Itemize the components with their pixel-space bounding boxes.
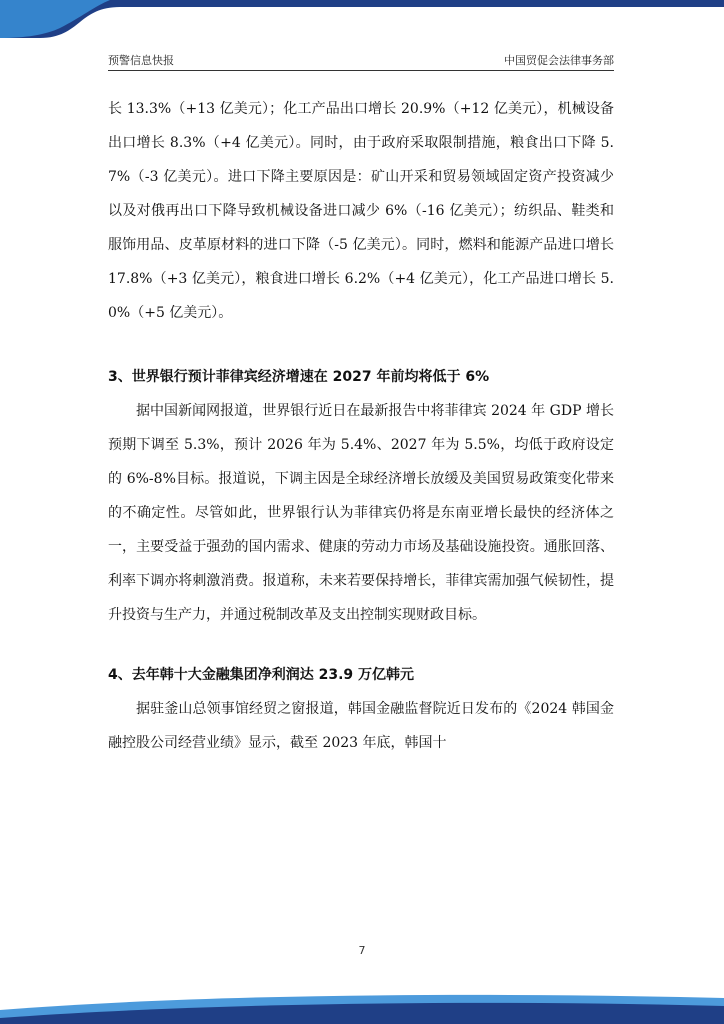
section-3-heading: 3、世界银行预计菲律宾经济增速在 2027 年前均将低于 6% xyxy=(108,369,490,385)
paragraph-trade-continuation: 长 13.3%（+13 亿美元）；化工产品出口增长 20.9%（+12 亿美元），机械设备出口增长 8.3%（+4 亿美元）。同时，由于政府采取限制措施，粮食出口下降 5.7%（-3 亿美元）。进口下降主要原因是：矿山开采和贸易领域固定资产投资减少以及对俄再出口下降导致机械设备进口减少 6%（-16 亿美元）；纺织品、鞋类和服饰用品、皮革原材料的进口下降（-5 亿美元）。同时，燃料和能源产品进口增长 17.8%（+3 亿美元），粮食进口增长 6.2%（+4 亿美元），化工产品进口增长 5.0%（+5 亿美元）。 xyxy=(108,101,614,321)
document-body xyxy=(108,92,614,760)
top-wave-decoration xyxy=(0,0,724,40)
page-number: 7 xyxy=(358,944,366,957)
bottom-wave-decoration xyxy=(0,988,724,1024)
header-left-title: 预警信息快报 xyxy=(108,54,174,67)
section-4-heading: 4、去年韩十大金融集团净利润达 23.9 万亿韩元 xyxy=(108,667,415,683)
header-right-title: 中国贸促会法律事务部 xyxy=(504,54,614,67)
section-4-paragraph: 据驻釜山总领事馆经贸之窗报道，韩国金融监督院近日发布的《2024 韩国金融控股公司经营业绩》显示，截至 2023 年底，韩国十 xyxy=(108,701,614,751)
header-divider xyxy=(108,70,614,71)
section-3-paragraph: 据中国新闻网报道，世界银行近日在最新报告中将菲律宾 2024 年 GDP 增长预期下调至 5.3%，预计 2026 年为 5.4%、2027 年为 5.5%，均低于政府设定的 6%-8%目标。报道说，下调主因是全球经济增长放缓及美国贸易政策变化带来的不确定性。尽管如此，世界银行认为菲律宾仍将是东南亚增长最快的经济体之一，主要受益于强劲的国内需求、健康的劳动力市场及基础设施投资。通胀回落、利率下调亦将刺激消费。报道称，未来若要保持增长，菲律宾需加强气候韧性，提升投资与生产力，并通过税制改革及支出控制实现财政目标。 xyxy=(108,403,614,623)
page-header xyxy=(108,52,614,72)
